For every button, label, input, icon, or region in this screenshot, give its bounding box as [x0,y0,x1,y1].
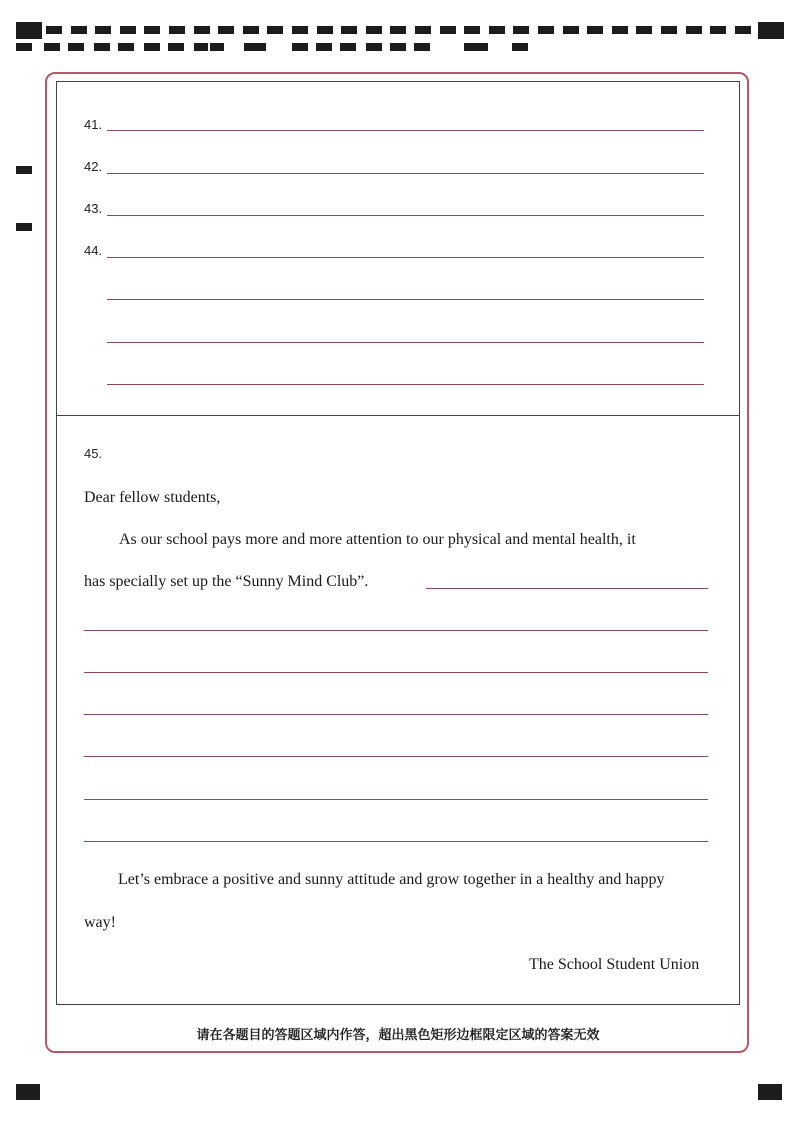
corner-marker [16,1084,40,1100]
timing-mark [489,26,505,34]
timing-mark [144,43,160,51]
timing-mark [415,26,431,34]
timing-mark [194,43,208,51]
timing-mark [512,43,528,51]
answer-line[interactable] [84,630,708,631]
letter-paragraph-line: As our school pays more and more attention to our physical and mental health, it [119,531,636,548]
timing-mark [513,26,529,34]
timing-mark [292,26,308,34]
letter-signature: The School Student Union [529,956,700,973]
question-number: 43. [84,201,103,216]
timing-mark [218,26,234,34]
timing-mark [194,26,210,34]
timing-mark [317,26,333,34]
question-number: 42. [84,159,103,174]
timing-mark [735,26,751,34]
question-number: 44. [84,243,103,258]
letter-salutation: Dear fellow students, [84,489,221,506]
answer-line[interactable] [107,130,704,131]
timing-mark [710,26,726,34]
answer-line[interactable] [426,588,708,589]
timing-mark [474,43,488,51]
footer-notice: 请在各题目的答题区域内作答，超出黑色矩形边框限定区域的答案无效 [196,1028,600,1043]
timing-mark [68,43,84,51]
timing-mark [267,26,283,34]
side-marker [16,223,32,231]
answer-line[interactable] [107,299,704,300]
answer-line[interactable] [84,756,708,757]
question-number: 41. [84,117,103,132]
timing-mark [292,43,308,51]
timing-mark [252,43,266,51]
timing-mark [46,26,62,34]
timing-mark [414,43,430,51]
timing-mark [95,26,111,34]
timing-mark [316,43,332,51]
timing-mark [366,26,382,34]
timing-mark [563,26,579,34]
timing-mark [44,43,60,51]
timing-mark [340,43,356,51]
timing-mark [661,26,677,34]
timing-mark [71,26,87,34]
corner-marker [16,22,42,39]
corner-marker [758,1084,782,1100]
letter-paragraph-line: has specially set up the “Sunny Mind Club”. [84,573,369,590]
timing-mark [636,26,652,34]
answer-line[interactable] [107,215,704,216]
answer-line[interactable] [107,257,704,258]
timing-mark [538,26,554,34]
timing-mark [612,26,628,34]
timing-mark [169,26,185,34]
timing-mark [464,26,480,34]
answer-line[interactable] [107,342,704,343]
answer-line[interactable] [84,714,708,715]
timing-mark [587,26,603,34]
answer-line[interactable] [84,672,708,673]
timing-mark [686,26,702,34]
answer-line[interactable] [84,799,708,800]
answer-line[interactable] [107,384,704,385]
timing-mark [366,43,382,51]
timing-mark [440,26,456,34]
question-number: 45. [84,446,103,461]
timing-mark [341,26,357,34]
answer-line[interactable] [84,841,708,842]
timing-mark [120,26,136,34]
timing-mark [390,43,406,51]
side-marker [16,166,32,174]
timing-mark [94,43,110,51]
timing-mark [210,43,224,51]
timing-mark [168,43,184,51]
answer-line[interactable] [107,173,704,174]
timing-mark [144,26,160,34]
timing-mark [118,43,134,51]
letter-closing-line: Let’s embrace a positive and sunny attitude and grow together in a healthy and happy [118,871,665,888]
letter-closing-line: way! [84,914,116,931]
timing-mark [16,43,32,51]
timing-mark [390,26,406,34]
timing-mark [243,26,259,34]
corner-marker [758,22,784,39]
section-divider [56,415,740,416]
